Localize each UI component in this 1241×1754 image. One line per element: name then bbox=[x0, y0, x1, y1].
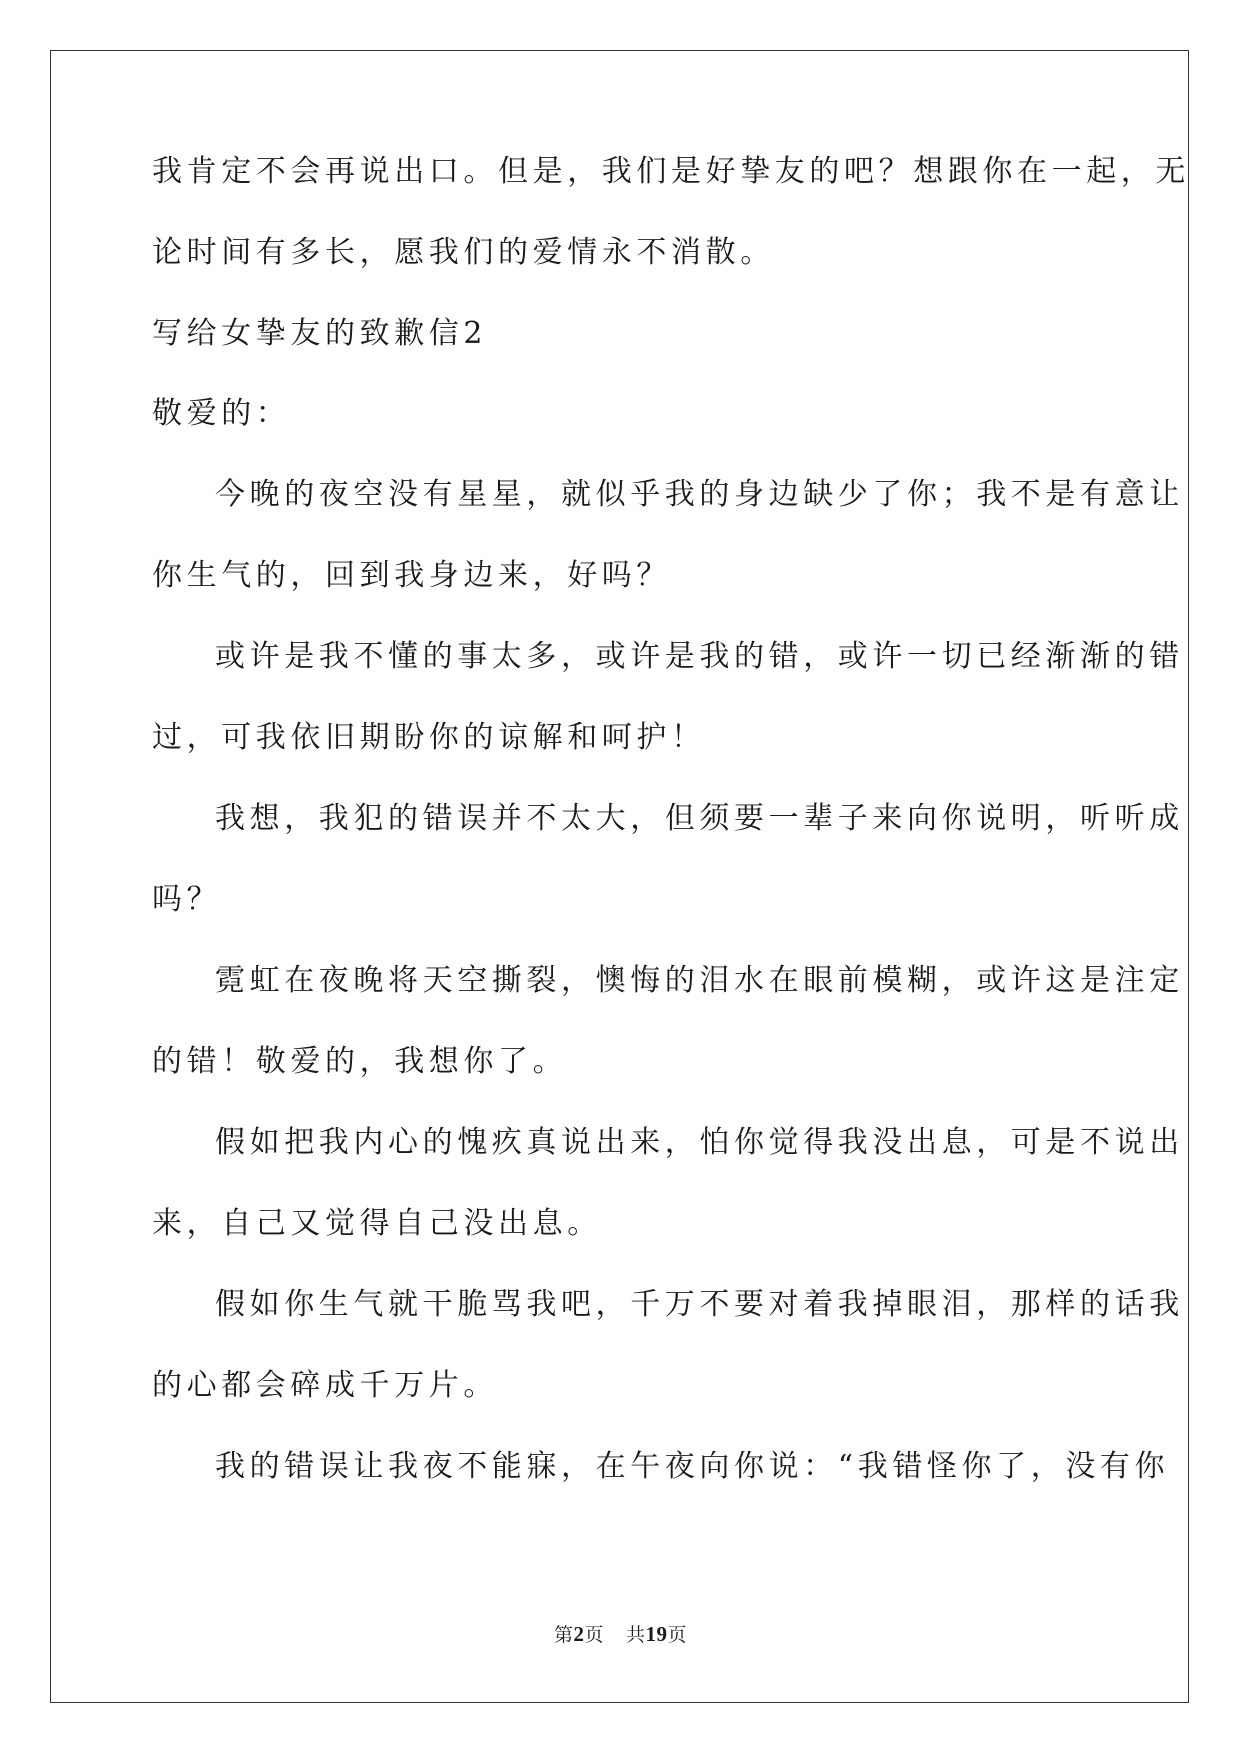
letter-salutation: 敬爱的： bbox=[152, 396, 291, 431]
letter-title: 写给女挚友的致歉信2 bbox=[152, 316, 488, 351]
body-text-line: 吗？ bbox=[152, 882, 222, 917]
footer-prefix: 第 bbox=[553, 1624, 574, 1646]
body-text-line: 论时间有多长，愿我们的爱情永不消散。 bbox=[152, 235, 775, 270]
body-paragraph-first-line: 假如你生气就干脆骂我吧，千万不要对着我掉眼泪，那样的话我 bbox=[215, 1287, 1184, 1322]
body-text-line: 我肯定不会再说出口。但是，我们是好挚友的吧？想跟你在一起，无 bbox=[152, 154, 1190, 189]
footer-page-suffix: 页 bbox=[584, 1624, 604, 1646]
body-text-line: 来，自己又觉得自己没出息。 bbox=[152, 1206, 602, 1241]
body-paragraph-first-line: 我的错误让我夜不能寐，在午夜向你说：“我错怪你了，没有你 bbox=[215, 1449, 1170, 1484]
body-paragraph-first-line: 或许是我不懂的事太多，或许是我的错，或许一切已经渐渐的错 bbox=[215, 639, 1184, 674]
body-text-line: 你生气的，回到我身边来，好吗？ bbox=[152, 558, 671, 593]
total-page-count: 19 bbox=[645, 1622, 668, 1646]
body-paragraph-first-line: 今晚的夜空没有星星，就似乎我的身边缺少了你；我不是有意让 bbox=[215, 477, 1184, 512]
body-paragraph-first-line: 我想，我犯的错误并不太大，但须要一辈子来向你说明，听听成 bbox=[215, 801, 1184, 836]
footer-total-prefix: 共 bbox=[626, 1624, 646, 1646]
body-paragraph-first-line: 霓虹在夜晚将天空撕裂，懊悔的泪水在眼前模糊，或许这是注定 bbox=[215, 963, 1184, 998]
body-text-line: 的心都会碎成千万片。 bbox=[152, 1368, 498, 1403]
page-number-footer bbox=[0, 1622, 1241, 1647]
footer-total-suffix: 页 bbox=[667, 1624, 688, 1646]
body-text-line: 过，可我依旧期盼你的谅解和呵护！ bbox=[152, 720, 706, 755]
body-paragraph-first-line: 假如把我内心的愧疚真说出来，怕你觉得我没出息，可是不说出 bbox=[215, 1125, 1184, 1160]
current-page-number: 2 bbox=[573, 1622, 585, 1646]
body-text-line: 的错！敬爱的，我想你了。 bbox=[152, 1044, 568, 1079]
